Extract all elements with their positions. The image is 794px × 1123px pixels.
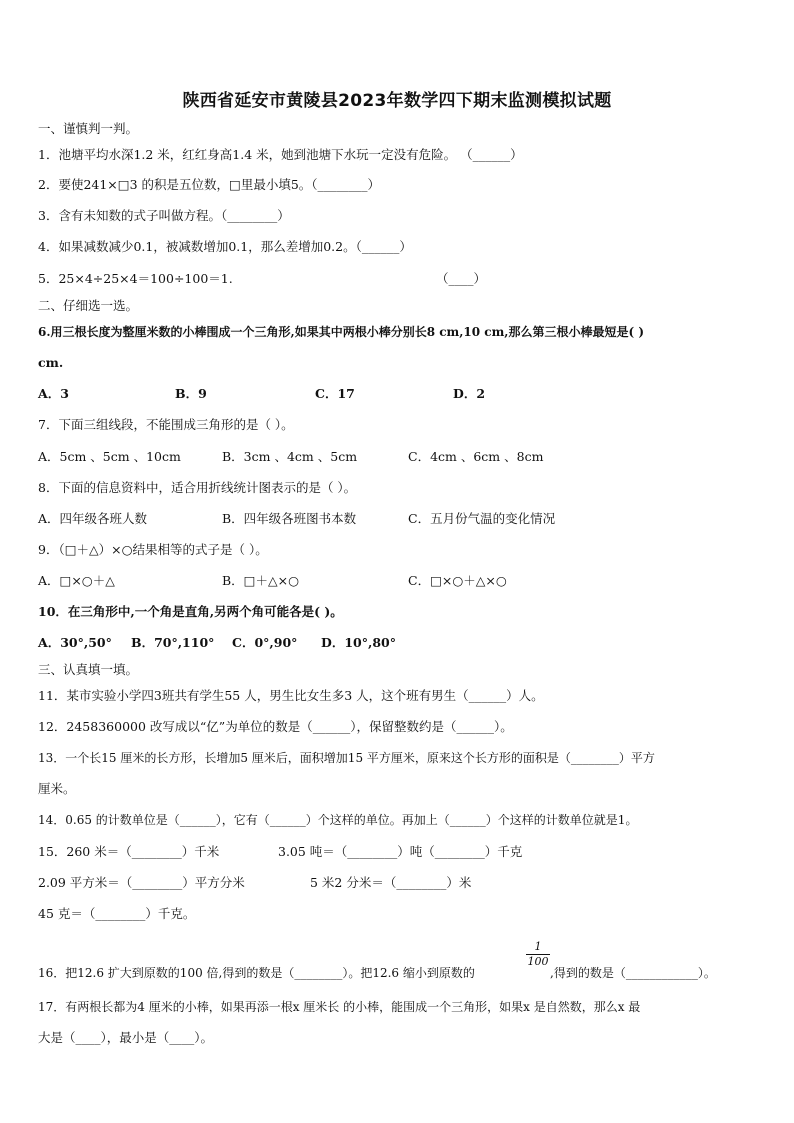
question-3: 3．含有未知数的式子叫做方程。（________） <box>38 208 290 223</box>
fraction-denominator: 100 <box>527 955 549 968</box>
question-16-continued: ,得到的数是（____________）。 <box>550 966 716 980</box>
question-15-part-3: 2.09 平方米＝（________）平方分米 <box>38 875 245 890</box>
question-10-option-b: B．70°,110° <box>131 635 215 650</box>
question-8-option-a: A．四年级各班人数 <box>38 511 148 526</box>
question-4: 4．如果减数减少0.1，被减数增加0.1，那么差增加0.2。（______） <box>38 239 412 254</box>
question-9-option-b: B．□＋△×○ <box>222 573 299 588</box>
question-5-answer-blank: （____） <box>436 271 487 286</box>
question-7-option-a: A．5cm 、5cm 、10cm <box>38 449 181 464</box>
question-9: 9．（□＋△）×○结果相等的式子是（ ）。 <box>38 542 268 557</box>
question-10-option-a: A．30°,50° <box>38 635 112 650</box>
question-12: 12．2458360000 改写成以“亿”为单位的数是（______），保留整数约是（______）。 <box>38 719 513 734</box>
question-11: 11．某市实验小学四3班共有学生55 人，男生比女生多3 人，这个班有男生（______）人。 <box>38 688 544 703</box>
question-7-option-b: B．3cm 、4cm 、5cm <box>222 449 358 464</box>
question-17-continued: 大是（____），最小是（____）。 <box>38 1030 214 1045</box>
section-3-heading: 三、认真填一填。 <box>38 662 139 677</box>
question-16: 16．把12.6 扩大到原数的100 倍,得到的数是（________）。把12.6 缩小到原数的 <box>38 966 475 980</box>
question-15-part-5: 45 克＝（________）千克。 <box>38 906 196 921</box>
question-10-option-d: D．10°,80° <box>321 635 396 650</box>
question-6-option-d: D．2 <box>453 386 486 401</box>
question-6-unit: cm. <box>38 355 64 370</box>
question-13: 13．一个长15 厘米的长方形，长增加5 厘米后，面积增加15 平方厘米，原来这个长方形的面积是（________）平方 <box>38 751 655 765</box>
question-2: 2．要使241×□3 的积是五位数，□里最小填5。（________） <box>38 177 381 192</box>
question-10-option-c: C．0°,90° <box>232 635 298 650</box>
question-15-part-2: 3.05 吨＝（________）吨（________）千克 <box>278 844 523 859</box>
fraction-numerator: 1 <box>526 940 550 955</box>
question-17: 17．有两根长都为4 厘米的小棒，如果再添一根x 厘米长 的小棒，能围成一个三角形，如果x 是自然数，那么x 最 <box>38 1000 641 1014</box>
question-6-option-b: B．9 <box>175 386 207 401</box>
question-8-option-c: C．五月份气温的变化情况 <box>408 511 556 526</box>
question-1: 1．池塘平均水深1.2 米，红红身高1.4 米，她到池塘下水玩一定没有危险。 （______） <box>38 147 523 162</box>
question-6-option-a: A．3 <box>38 386 69 401</box>
question-13-continued: 厘米。 <box>38 781 76 796</box>
question-15-part-1: 15．260 米＝（________）千米 <box>38 844 220 859</box>
question-15-part-4: 5 米2 分米＝（________）米 <box>310 875 472 890</box>
question-9-option-a: A．□×○＋△ <box>38 573 115 588</box>
question-6-option-c: C．17 <box>315 386 355 401</box>
question-9-option-c: C．□×○＋△×○ <box>408 573 507 588</box>
page-title: 陕西省延安市黄陵县2023年数学四下期末监测模拟试题 <box>182 91 612 111</box>
question-14: 14．0.65 的计数单位是（______），它有（______）个这样的单位。再加上（______）个这样的计数单位就是1。 <box>38 813 638 827</box>
section-1-heading: 一、谨慎判一判。 <box>38 121 139 136</box>
question-10: 10．在三角形中,一个角是直角,另两个角可能各是( )。 <box>38 604 343 619</box>
section-2-heading: 二、仔细选一选。 <box>38 298 139 313</box>
question-7: 7．下面三组线段，不能围成三角形的是（ ）。 <box>38 417 294 432</box>
fraction-one-hundredth <box>526 940 550 969</box>
question-8: 8．下面的信息资料中，适合用折线统计图表示的是（ ）。 <box>38 480 357 495</box>
question-8-option-b: B．四年级各班图书本数 <box>222 511 357 526</box>
question-5: 5．25×4÷25×4＝100÷100＝1. <box>38 271 233 286</box>
question-7-option-c: C．4cm 、6cm 、8cm <box>408 449 544 464</box>
question-6: 6.用三根长度为整厘米数的小棒围成一个三角形,如果其中两根小棒分别长8 cm,10 cm,那么第三根小棒最短是( ) <box>38 325 645 339</box>
